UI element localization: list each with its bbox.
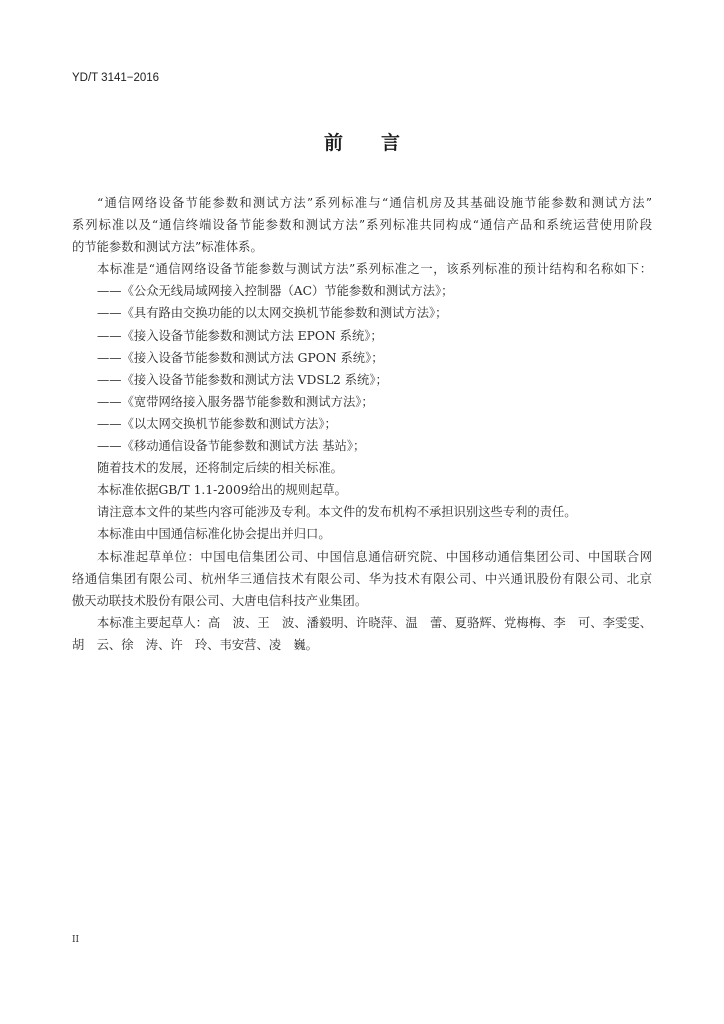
intro-line: 的节能参数和测试方法”标准体系。 xyxy=(72,240,263,255)
section-title: 前 言 xyxy=(323,132,400,154)
future-standards-paragraph: 随着技术的发展，还将制定后续的相关标准。 xyxy=(97,461,343,476)
series-list-item: ——《公众无线局域网接入控制器（AC）节能参数和测试方法》； xyxy=(97,284,454,299)
series-list-item: ——《移动通信设备节能参数和测试方法 基站》； xyxy=(97,439,366,454)
patent-notice-paragraph: 请注意本文件的某些内容可能涉及专利。本文件的发布机构不承担识别这些专利的责任。 xyxy=(97,505,577,520)
series-list-item: ——《接入设备节能参数和测试方法 GPON 系统》； xyxy=(97,350,384,365)
intro-line: 系列标准以及“通信终端设备节能参数和测试方法”系列标准共同构成“通信产品和系统运营使用阶段 xyxy=(72,218,652,233)
series-list-item: ——《宽带网络接入服务器节能参数和测试方法》； xyxy=(97,394,374,409)
proposer-paragraph: 本标准由中国通信标准化协会提出并归口。 xyxy=(97,527,331,542)
series-list-item: ——《接入设备节能参数和测试方法 EPON 系统》； xyxy=(97,328,383,343)
drafters-line: 胡 云、徐 涛、许 玲、韦安营、凌 巍。 xyxy=(72,637,318,652)
drafting-units-line: 本标准起草单位：中国电信集团公司、中国信息通信研究院、中国移动通信集团公司、中国联合网 xyxy=(97,549,652,564)
page-number: II xyxy=(72,935,80,945)
foreword-body xyxy=(72,192,652,656)
series-list-item: ——《以太网交换机节能参数和测试方法》； xyxy=(97,416,337,431)
series-list-item: ——《具有路由交换功能的以太网交换机节能参数和测试方法》； xyxy=(97,306,448,321)
intro-line: “通信网络设备节能参数和测试方法”系列标准与“通信机房及其基础设施节能参数和测试方法” xyxy=(97,196,652,210)
series-list-item: ——《接入设备节能参数和测试方法 VDSL2 系统》； xyxy=(97,372,388,387)
drafting-rules-paragraph: 本标准依据GB/T 1.1-2009给出的规则起草。 xyxy=(97,483,347,498)
drafting-units-line: 傲天动联技术股份有限公司、大唐电信科技产业集团。 xyxy=(72,593,368,608)
series-intro: 本标准是“通信网络设备节能参数与测试方法”系列标准之一，该系列标准的预计结构和名称如下： xyxy=(97,262,652,277)
document-number: YD/T 3141−2016 xyxy=(72,72,160,84)
drafters-line: 本标准主要起草人：高 波、王 波、潘毅明、许晓萍、温 蕾、夏骆辉、党梅梅、李 可、李雯雯、 xyxy=(97,615,652,630)
drafting-units-line: 络通信集团有限公司、杭州华三通信技术有限公司、华为技术有限公司、中兴通讯股份有限公司、北京 xyxy=(72,571,652,586)
